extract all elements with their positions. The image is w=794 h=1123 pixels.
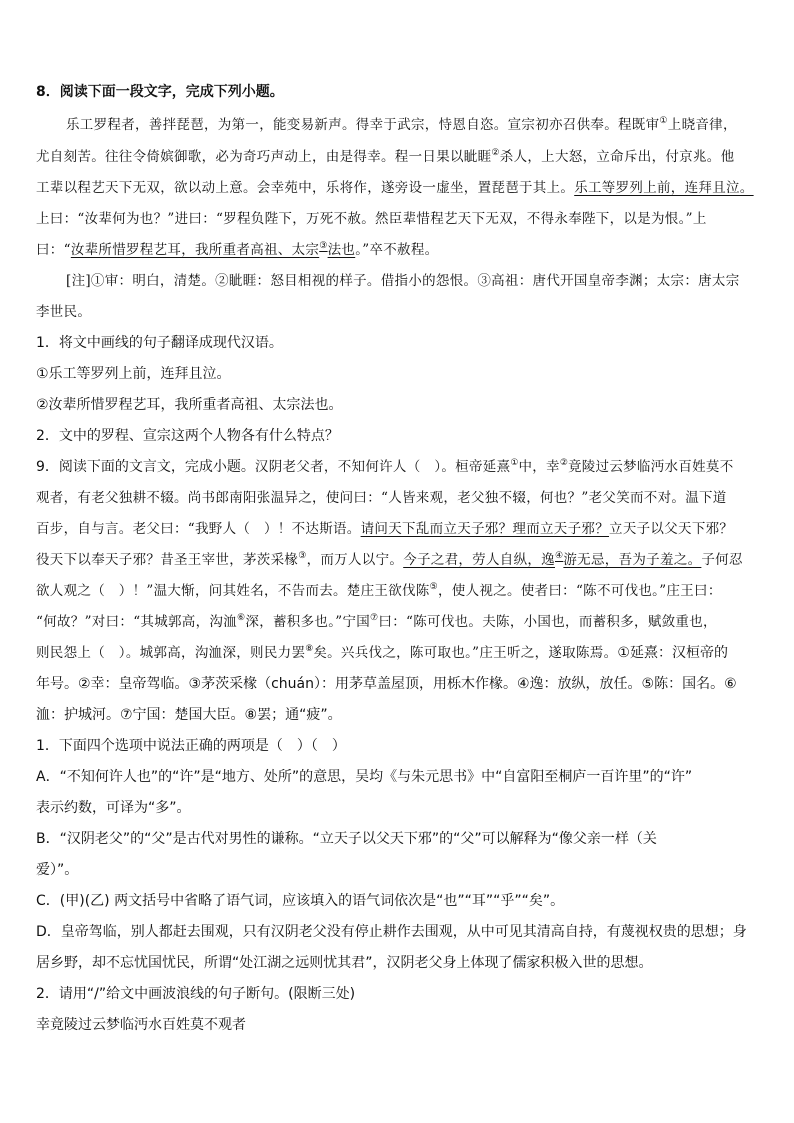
q8-note: 李世民。 [36, 304, 92, 320]
q9-subquestion-2: 2．请用“/”给文中画波浪线的句子断句。(限断三处) [36, 986, 356, 1002]
q8-subquestion-2: 2．文中的罗程、宣宗这两个人物各有什么特点？ [36, 428, 339, 444]
q8-title: 8．阅读下面一段文字，完成下列小题。 [36, 84, 284, 100]
underlined-sentence: 汝辈所惜罗程艺耳，我所重者高祖、太宗 [70, 242, 320, 258]
option-d: 居乡野，却不忘忧国忧民，所谓“处江湖之远则忧其君”，汉阴老父身上体现了儒家积极入世的思想。 [36, 955, 653, 971]
q8-subquestion-1: 1．将文中画线的句子翻译成现代汉语。 [36, 335, 283, 351]
q8-passage-line: 上曰：“汝辈何为也？”进曰：“罗程负陛下，万死不赦。然臣辈惜程艺天下无双，不得永奉陛下，以是为恨。”上 [36, 211, 707, 227]
q8-passage-line: 曰：“汝辈所惜罗程艺耳，我所重者高祖、太宗③法也。”卒不赦程。 [36, 241, 439, 258]
option-a: A．“不知何许人也”的“许”是“地方、处所”的意思，吴均《与朱元思书》中“自富阳至桐庐一百许里”的“许” [36, 769, 693, 785]
q9-wavy-sentence: 幸竟陵过云梦临沔水百姓莫不观者 [36, 1017, 246, 1033]
option-b: 爱）”。 [36, 862, 79, 878]
q8-sentence-2: ②汝辈所惜罗程艺耳，我所重者高祖、太宗法也。 [36, 397, 343, 413]
q8-note: [注]①审：明白，清楚。②眦睚：怒目相视的样子。借指小的怨恨。③高祖：唐代开国皇帝李渊；太宗：唐太宗 [66, 273, 740, 289]
underlined-sentence: 乐工等罗列上前，连拜且泣。 [574, 180, 754, 196]
q9-subquestion-1: 1．下面四个选项中说法正确的两项是（ ）（ ） [36, 738, 346, 754]
q8-sentence-1: ①乐工等罗列上前，连拜且泣。 [36, 366, 231, 382]
q9-passage-line: 百步，自与言。老父曰：“我野人（ ）！不达斯语。请问天下乱而立天子邪？理而立天子邪？立天子以父天下邪？ [36, 521, 734, 537]
q9-passage-line: 观者，有老父独耕不辍。尚书郎南阳张温异之，使问曰：“人皆来观，老父独不辍，何也？”老父笑而不对。温下道 [36, 490, 727, 506]
q9-note: 年号。②幸：皇帝驾临。③茅茨采椽（chuán）：用茅草盖屋顶，用栎木作椽。④逸：放纵，放任。⑤陈：国名。⑥ [36, 676, 737, 692]
underlined-sentence: 今子之君，劳人自纵，逸 [403, 552, 555, 568]
q9-passage-line: 9．阅读下面的文言文，完成小题。汉阴老父者，不知何许人（ ）。桓帝延熹①中，幸②竟陵过云梦临沔水百姓莫不 [36, 458, 734, 475]
q9-passage-line: 则民怨上（ ）。城郭高，沟洫深，则民力罢⑧矣。兴兵伐之，陈可取也。”庄王听之，遂取陈焉。①延熹：汉桓帝的 [36, 644, 728, 661]
option-c: C．(甲)(乙) 两文括号中省略了语气词，应该填入的语气词依次是“也”“耳”“乎”“矣”。 [36, 893, 565, 909]
q9-passage-line: 役天下以奉天子邪？昔圣王宰世，茅茨采椽③，而万人以宁。今子之君，劳人自纵，逸④游无忌，吾为子羞之。子何忍 [36, 551, 743, 568]
q9-passage-line: 欲人观之（ ）！”温大惭，问其姓名，不告而去。楚庄王欲伐陈⑤，使人视之。使者曰：“陈不可伐也。”庄王曰： [36, 582, 722, 599]
q9-passage-line: “何故？”对曰：“其城郭高，沟洫⑥深，蓄积多也。”宁国⑦曰：“陈可伐也。夫陈，小国也，而蓄积多，赋敛重也， [36, 613, 717, 630]
q9-note: 洫：护城河。⑦宁国：楚国大臣。⑧罢；通“疲”。 [36, 707, 342, 723]
option-a: 表示约数，可译为“多”。 [36, 800, 191, 816]
q8-passage-line: 尤自刻苦。往往令倚嫔御歌，必为奇巧声动上，由是得幸。程一日果以眦睚②杀人，上大怒，立命斥出，付京兆。他 [36, 148, 735, 165]
q8-passage-line: 工辈以程艺天下无双，欲以动上意。会幸苑中，乐将作，遂旁设一虚坐，置琵琶于其上。乐工等罗列上前，连拜且泣。 [36, 180, 754, 196]
underlined-sentence: 请问天下乱而立天子邪？理而立天子邪？ [360, 521, 610, 537]
option-b: B．“汉阴老父”的“父”是古代对男性的谦称。“立天子以父天下邪”的“父”可以解释为“像父亲一样（关 [36, 831, 657, 847]
q8-passage-line: 乐工罗程者，善拌琵琶，为第一，能变易新声。得幸于武宗，恃恩自恣。宣宗初亦召供奉。程既审①上晓音律， [66, 116, 737, 133]
option-d: D．皇帝驾临，别人都赶去围观，只有汉阴老父没有停止耕作去围观，从中可见其清高自持，有蔑视权贵的思想；身 [36, 924, 747, 940]
